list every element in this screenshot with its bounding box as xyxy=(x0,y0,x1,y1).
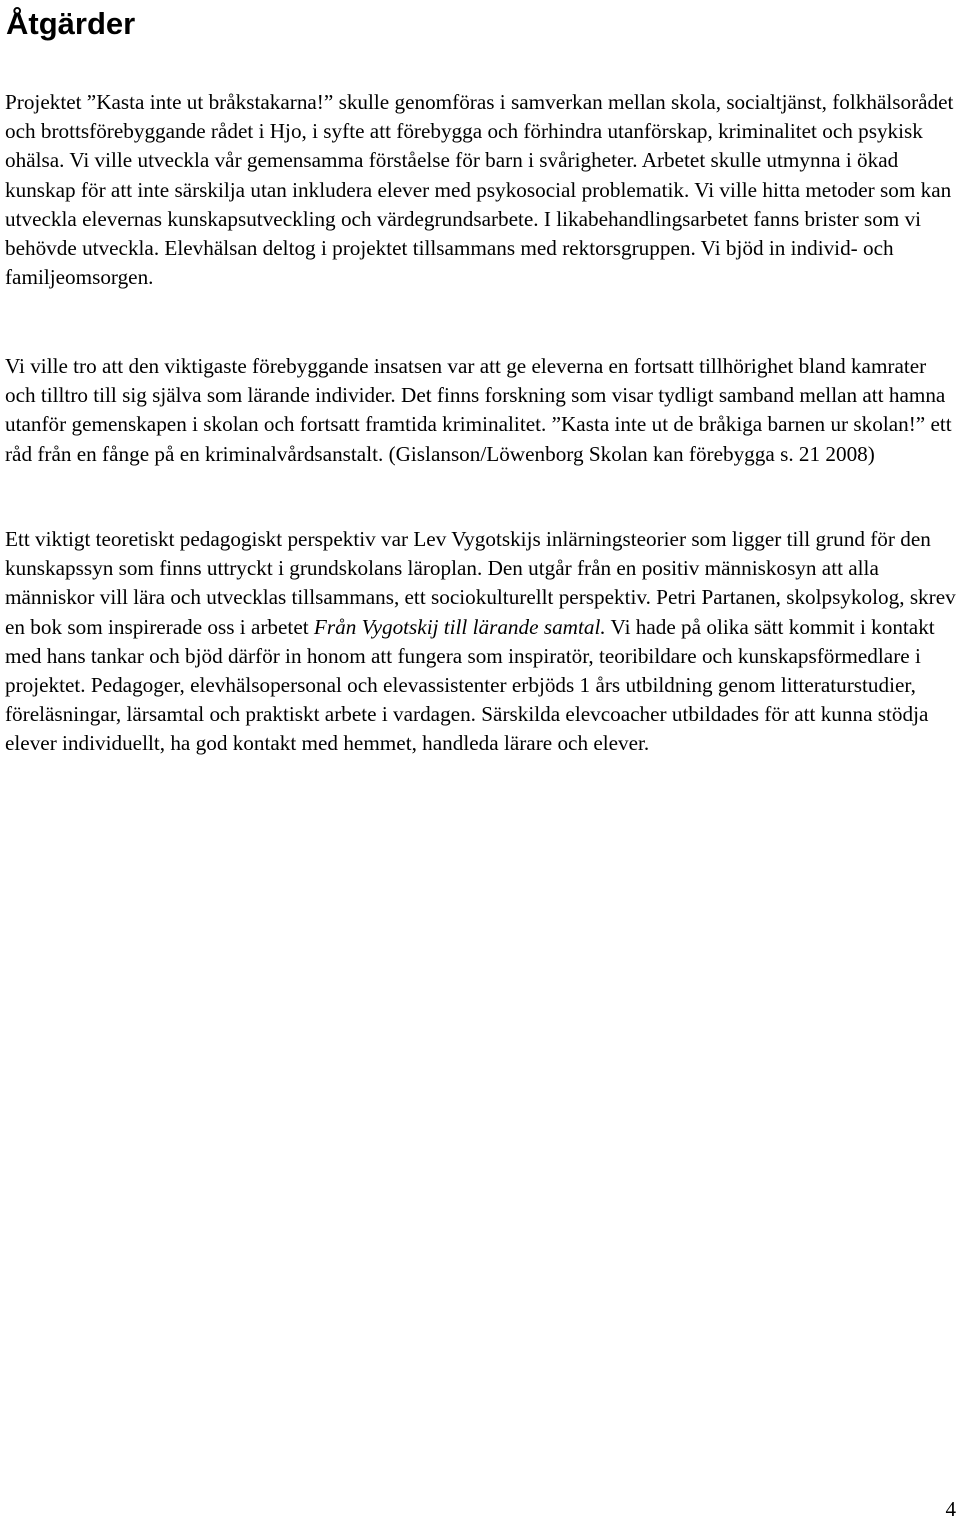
book-title: Från Vygotskij till lärande samtal. xyxy=(313,614,606,639)
paragraph-prevention: Vi ville tro att den viktigaste förebyggande insatsen var att ge eleverna en fortsatt tillhörighet bland kamrater och tilltro till sig själva som lärande individer. Det finns forskning som visar tydligt samband mellan att hamna utanför gemenskapen i skolan och fortsatt framtida kriminalitet. ”Kasta inte ut de bråkiga barnen ur skolan!” ett råd från en fånge på en kriminalvårdsanstalt. (Gislanson/Löwenborg Skolan kan förebygga s. 21 2008) xyxy=(5,354,952,466)
paragraph-theory xyxy=(5,525,960,759)
paragraph-theory-text-after: Vi hade på olika sätt kommit i kontakt med hans tankar och bjöd därför in honom att fungera som inspiratör, teoribildare och kunskapsförmedlare i projektet. Pedagoger, elevhälsopersonal och elevassistenter erbjöds 1 års utbildning genom litteraturstudier, föreläsningar, lärsamtal och praktiskt arbete i vardagen. Särskilda elevcoacher utbildades för att kunna stödja elever individuellt, ha god kontakt med hemmet, handleda lärare och elever. xyxy=(5,614,935,756)
paragraph-project-goals: Projektet ”Kasta inte ut bråkstakarna!” skulle genomföras i samverkan mellan skola, socialtjänst, folkhälsorådet och brottsförebyggande rådet i Hjo, i syfte att förebygga och förhindra utanförskap, kriminalitet och psykisk ohälsa. Vi ville utveckla vår gemensamma förståelse för barn i svårigheter. Arbetet skulle utmynna i ökad kunskap för att inte särskilja utan inkludera elever med psykosocial problematik. Vi ville hitta metoder som kan utveckla elevernas kunskapsutveckling och värdegrundsarbete. I likabehandlingsarbetet fanns brister som vi behövde utveckla. Elevhälsan deltog i projektet tillsammans med rektorsgruppen. Vi bjöd in individ- och familjeomsorgen. xyxy=(5,90,954,290)
page-number: 4 xyxy=(945,1497,956,1521)
paragraph-theory-text-before: Ett viktigt teoretiskt pedagogiskt perspektiv var Lev Vygotskijs inlärningsteorier som ligger till grund för den kunskapssyn som finns uttryckt i grundskolans läroplan. Den utgår från en positiv människosyn att alla människor vill lära och utvecklas tillsammans, ett sociokulturellt perspektiv. Petri Partanen, skolpsykolog, skrev en bok som inspirerade oss i arbetet xyxy=(5,527,956,639)
section-heading: Åtgärder xyxy=(6,6,136,41)
